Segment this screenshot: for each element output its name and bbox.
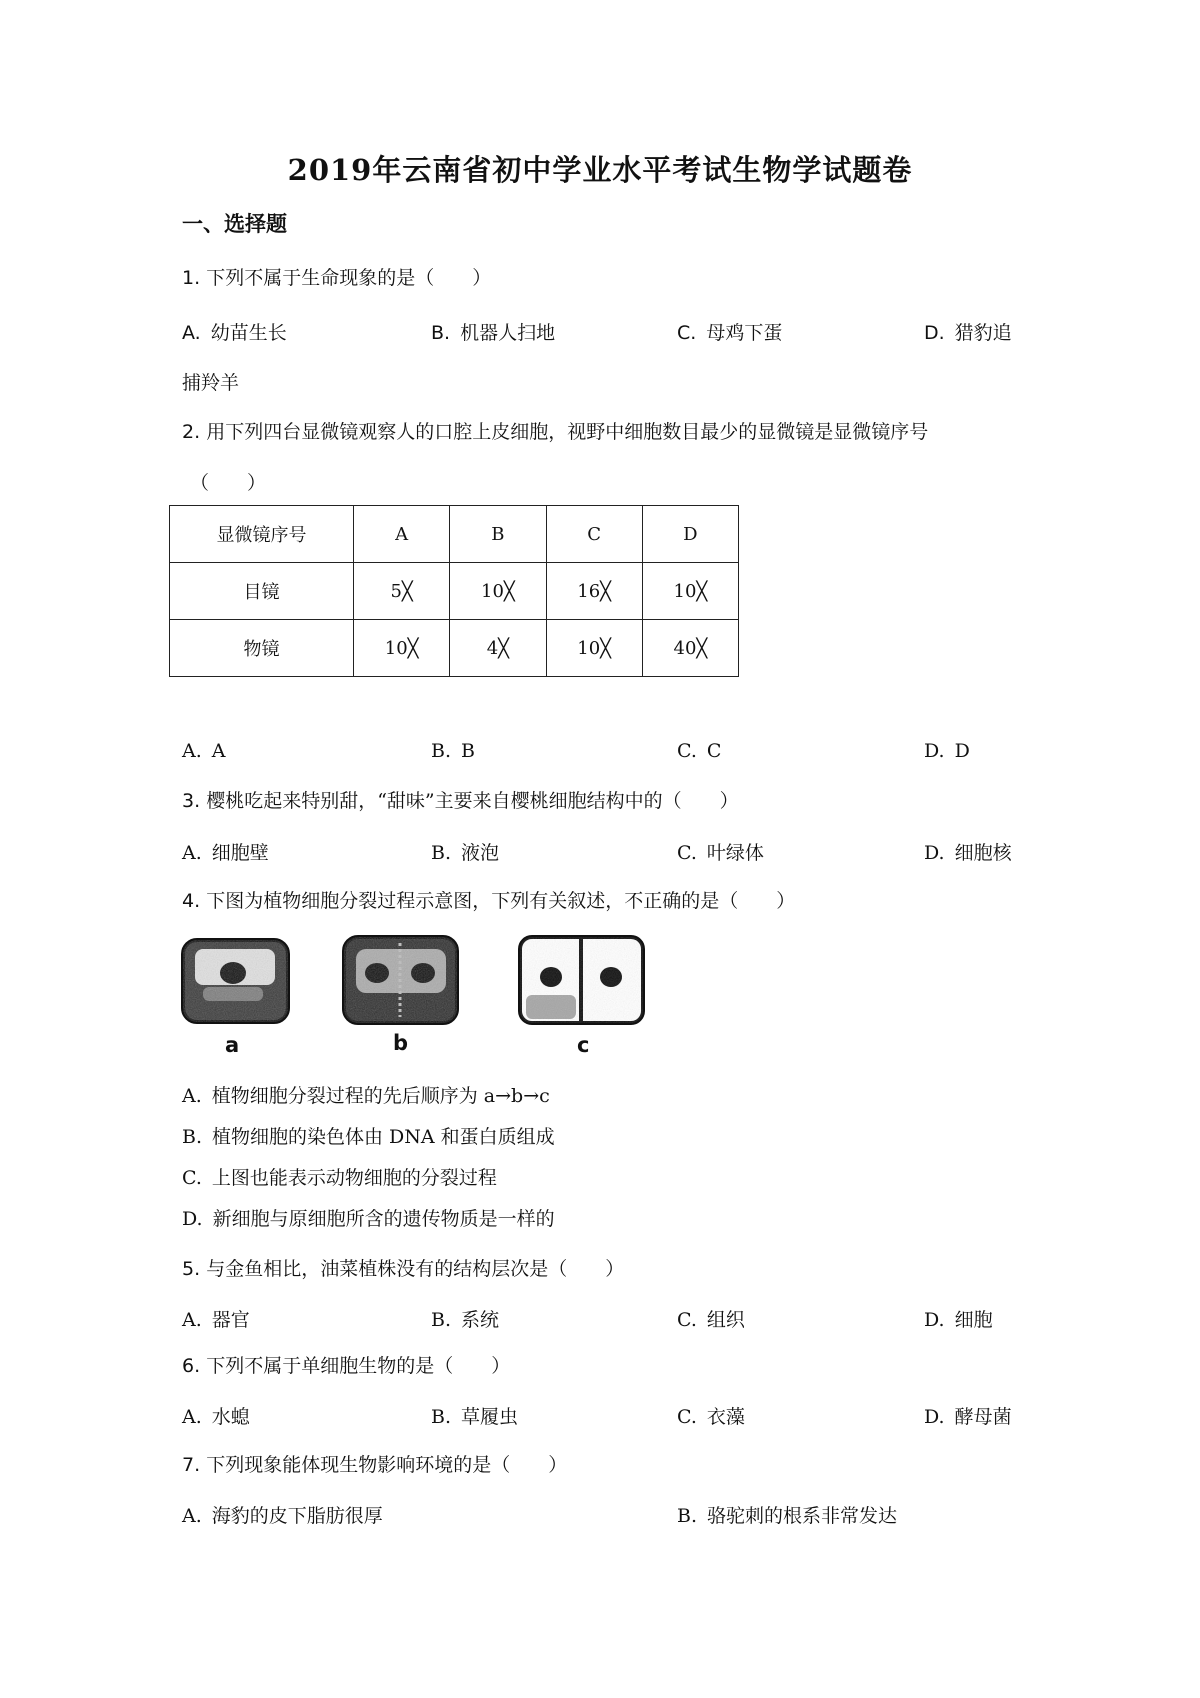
q1-option-a[interactable] [182,318,287,345]
table-cell: 10╳ [546,620,642,677]
q3-option-b[interactable] [431,838,499,865]
question-number: 7. [182,1454,201,1476]
question-number: 1. [182,267,201,289]
option-label: A. [182,1505,202,1527]
q2-option-c[interactable] [677,740,721,762]
option-text: 水螅 [211,1406,250,1428]
q2-option-d[interactable] [924,740,970,762]
q4-option-d[interactable] [182,1204,555,1231]
microscope-table [169,505,739,677]
q5-option-d[interactable] [924,1305,993,1332]
option-text: 细胞壁 [211,842,269,864]
section-heading: 一、选择题 [182,212,287,236]
q7-option-b[interactable] [677,1501,897,1528]
option-text: 叶绿体 [706,842,764,864]
option-text: 上图也能表示动物细胞的分裂过程 [211,1167,497,1189]
option-text: 器官 [211,1309,250,1331]
q1-option-d[interactable] [924,318,1012,345]
q4-option-a[interactable] [182,1081,550,1108]
table-row [170,620,739,677]
table-cell: 40╳ [642,620,738,677]
question-number: 4. [182,890,201,912]
question-number: 6. [182,1355,201,1377]
table-cell: 4╳ [450,620,546,677]
q1-option-b[interactable] [431,318,555,345]
table-cell: B [450,506,546,563]
q7-option-a[interactable] [182,1501,383,1528]
q3-option-c[interactable] [677,838,764,865]
option-text: A [211,740,226,762]
table-header-row [170,506,739,563]
q2-answer-paren: （ ） [190,472,267,494]
option-text: B [461,740,475,762]
option-label: C. [677,1406,697,1428]
question-7 [182,1450,567,1477]
option-label: D. [924,1406,945,1428]
table-cell: 目镜 [170,563,354,620]
option-label: B. [182,1126,203,1148]
q6-option-b[interactable] [431,1402,518,1429]
option-text: 机器人扫地 [460,322,556,344]
option-text: C [706,740,722,762]
option-label: A. [182,1406,202,1428]
option-text: 衣藻 [706,1406,745,1428]
option-text: 骆驼刺的根系非常发达 [707,1505,898,1527]
option-text: 细胞核 [954,842,1012,864]
question-2 [182,417,928,444]
table-cell: C [546,506,642,563]
question-text: 下列现象能体现生物影响环境的是（ ） [206,1454,568,1476]
option-label: C. [677,322,697,344]
option-label: C. [677,1309,697,1331]
question-text: 下图为植物细胞分裂过程示意图，下列有关叙述，不正确的是（ ） [206,890,796,912]
table-cell: A [354,506,450,563]
option-label: A. [182,1085,202,1107]
question-1 [182,263,491,290]
cell-b-shape [344,937,457,1023]
table-cell: 物镜 [170,620,354,677]
q2-option-a[interactable] [182,740,226,762]
option-text: 新细胞与原细胞所含的遗传物质是一样的 [212,1208,555,1230]
option-label: D. [924,740,945,762]
option-label: A. [182,322,201,344]
q1-option-d-wrap: 捕羚羊 [182,372,240,394]
option-text: 植物细胞分裂过程的先后顺序为 a→b→c [211,1085,550,1107]
q1-option-c[interactable] [677,318,782,345]
option-label: B. [677,1505,698,1527]
q6-option-a[interactable] [182,1402,250,1429]
table-cell: 10╳ [642,563,738,620]
question-4 [182,886,795,913]
option-text: 细胞 [954,1309,993,1331]
table-row [170,563,739,620]
option-label: C. [182,1167,202,1189]
page-title: 2019年云南省初中学业水平考试生物学试题卷 [287,153,913,187]
question-number: 5. [182,1258,201,1280]
option-text: 液泡 [461,842,500,864]
table-cell: 16╳ [546,563,642,620]
option-label: D. [924,322,945,344]
option-label: B. [431,1309,452,1331]
q4-option-c[interactable] [182,1163,497,1190]
q5-option-b[interactable] [431,1305,499,1332]
question-number: 3. [182,790,201,812]
question-3 [182,786,739,813]
question-number: 2. [182,421,201,443]
table-cell: 5╳ [354,563,450,620]
q5-option-c[interactable] [677,1305,745,1332]
q3-option-d[interactable] [924,838,1012,865]
q2-option-b[interactable] [431,740,475,762]
option-text: 幼苗生长 [210,322,287,344]
table-cell: 显微镜序号 [170,506,354,563]
question-text: 用下列四台显微镜观察人的口腔上皮细胞，视野中细胞数目最少的显微镜是显微镜序号 [206,421,929,443]
q3-option-a[interactable] [182,838,269,865]
question-6 [182,1351,510,1378]
option-text: 草履虫 [461,1406,519,1428]
question-text: 下列不属于单细胞生物的是（ ） [206,1355,511,1377]
option-label: A. [182,842,202,864]
option-label: C. [677,740,697,762]
option-label: B. [431,322,451,344]
option-label: A. [182,740,202,762]
option-label: D. [924,1309,945,1331]
option-label: D. [924,842,945,864]
figure-label-a: a [225,1033,240,1057]
question-text: 樱桃吃起来特别甜，“甜味”主要来自樱桃细胞结构中的（ ） [206,790,739,812]
option-text: 母鸡下蛋 [706,322,783,344]
option-text: D [954,740,970,762]
q4-option-b[interactable] [182,1122,555,1149]
question-text: 下列不属于生命现象的是（ ） [206,267,492,289]
table-cell: 10╳ [450,563,546,620]
option-text: 酵母菌 [954,1406,1012,1428]
table-cell: D [642,506,738,563]
option-label: C. [677,842,697,864]
option-label: B. [431,842,452,864]
option-label: B. [431,1406,452,1428]
figure-label-c: c [577,1033,590,1057]
cell-c-shape [520,937,643,1023]
option-text: 猎豹追 [954,322,1012,344]
cell-a-shape [183,940,288,1022]
option-text: 海豹的皮下脂肪很厚 [211,1505,383,1527]
question-text: 与金鱼相比，油菜植株没有的结构层次是（ ） [206,1258,625,1280]
option-text: 植物细胞的染色体由 DNA 和蛋白质组成 [212,1126,555,1148]
option-text: 组织 [706,1309,745,1331]
question-5 [182,1254,624,1281]
cell-division-figure [181,935,661,1064]
q5-option-a[interactable] [182,1305,250,1332]
figure-label-b: b [393,1031,409,1055]
option-label: A. [182,1309,202,1331]
q6-option-d[interactable] [924,1402,1012,1429]
table-cell: 10╳ [354,620,450,677]
option-text: 系统 [461,1309,500,1331]
option-label: B. [431,740,452,762]
q6-option-c[interactable] [677,1402,745,1429]
option-label: D. [182,1208,203,1230]
